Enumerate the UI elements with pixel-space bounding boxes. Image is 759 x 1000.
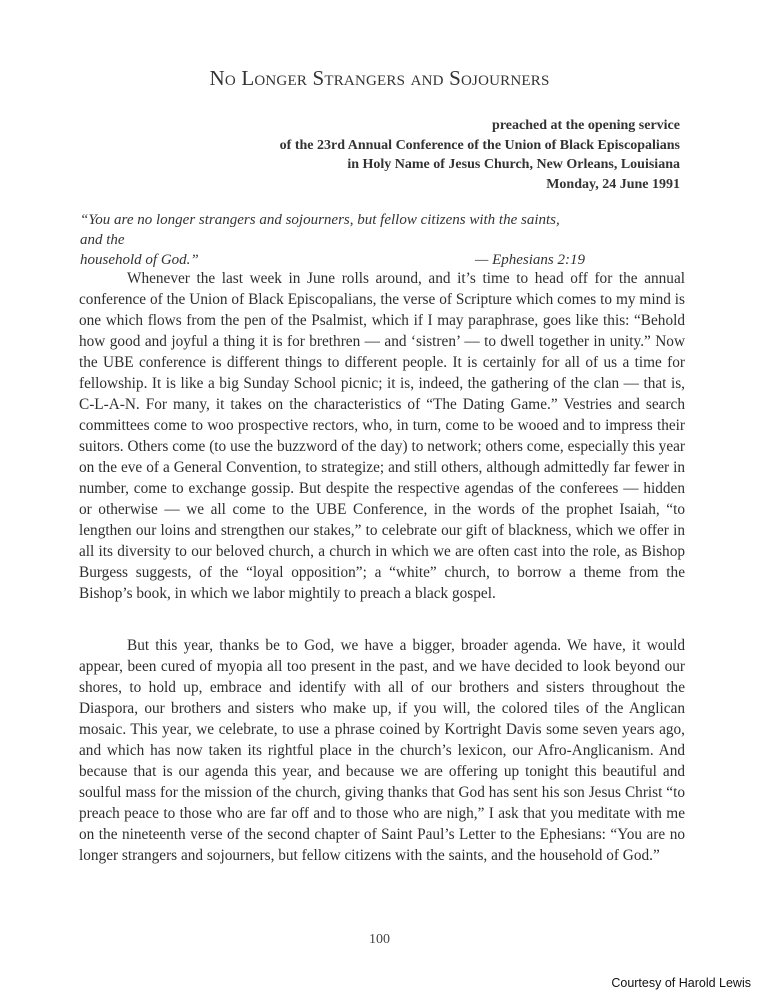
occasion-line: preached at the opening service: [492, 118, 680, 133]
epigraph-citation: — Ephesians 2:19: [475, 252, 585, 268]
page-title: No Longer Strangers and Sojourners: [209, 66, 550, 90]
epigraph: [80, 210, 585, 270]
page-number: 100: [369, 932, 390, 947]
epigraph-line: “You are no longer strangers and sojourners, but fellow citizens with the saints, and the: [80, 212, 560, 248]
image-credit: Courtesy of Harold Lewis: [611, 976, 751, 990]
epigraph-line: household of God.”: [80, 252, 199, 268]
body-paragraph: But this year, thanks be to God, we have a bigger, broader agenda. We have, it would appear, been cured of myopia all too present in the past, and we have decided to look beyond our shores, to hold up, embrace and identify with all of our brothers and sisters throughout the Diaspora, our brothers and sisters who make up, if you will, the colored tiles of the Anglican mosaic. This year, we celebrate, to use a phrase coined by Kortright Davis some seven years ago, and which has now taken its rightful place in the church’s lexicon, our Afro-Anglicanism. And because that is our agenda this year, and because we are offering up tonight this beautiful and soulful mass for the mission of the church, giving thanks that God has sent his son Jesus Christ “to preach peace to those who are far off and to those who are nigh,” I ask that you meditate with me on the nineteenth verse of the second chapter of Saint Paul’s Letter to the Ephesians: “You are no longer strangers and sojourners, but fellow citizens with the saints, and the household of God.”: [79, 637, 685, 864]
occasion-line: of the 23rd Annual Conference of the Union of Black Episcopalians: [279, 137, 680, 153]
body-paragraph: Whenever the last week in June rolls around, and it’s time to head off for the annual conference of the Union of Black Episcopalians, the verse of Scripture which comes to my mind is one which flows from the pen of the Psalmist, which if I may paraphrase, goes like this: “Behold how good and joyful a thing it is for brethren — and ‘sistren’ — to dwell together in unity.” Now the UBE conference is different things to different people. It is certainly for all of us a time for fellowship. It is like a big Sunday School picnic; it is, indeed, the gathering of the clan — that is, C-L-A-N. For many, it takes on the characteristics of “The Dating Game.” Vestries and search committees come to woo prospective rectors, who, in turn, come to be wooed and to impress their suitors. Others come (to use the buzzword of the day) to network; others come, especially this year on the eve of a General Convention, to strategize; and still others, although admittedly far fewer in number, come to exchange gossip. But despite the respective agendas of the conferees — hidden or otherwise — we all come to the UBE Conference, in the words of the prophet Isaiah, “to lengthen our loins and strengthen our stakes,” to celebrate our gift of blackness, which we offer in all its diversity to our beloved church, a church in which we are often cast into the role, as Bishop Burgess suggests, of the “loyal opposition”; a “white” church, to borrow a theme from the Bishop’s book, in which we labor mightily to preach a black gospel.: [79, 270, 685, 602]
sermon-occasion: [280, 116, 680, 194]
occasion-line: Monday, 24 June 1991: [546, 176, 680, 192]
occasion-line: in Holy Name of Jesus Church, New Orleans, Louisiana: [347, 157, 680, 172]
